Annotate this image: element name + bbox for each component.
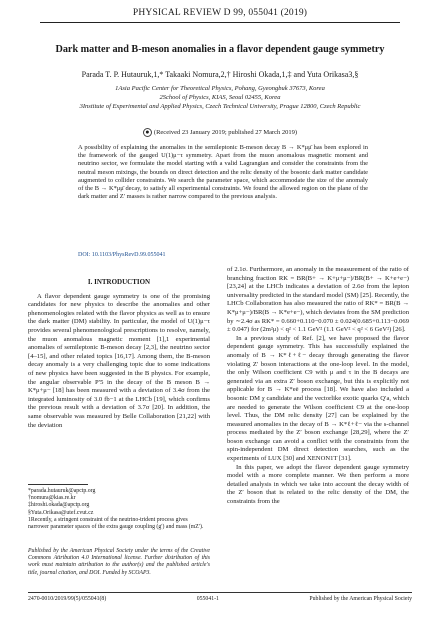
received-dates: (Received 23 January 2019; published 27 March 2019) <box>153 129 298 136</box>
affiliation-1: 1Asia Pacific Center for Theoretical Physics, Pohang, Gyeongbuk 37673, Korea <box>115 85 325 92</box>
section-heading: I. INTRODUCTION <box>87 278 151 286</box>
affiliation-2: 2School of Physics, KIAS, Seoul 02455, Korea <box>159 94 281 101</box>
header-rule <box>40 22 400 23</box>
doi-link[interactable]: DOI: 10.1103/PhysRevD.99.055041 <box>78 252 166 258</box>
footnote-email-1[interactable]: *parada.hutauruk@apctp.org <box>28 488 96 494</box>
footnote-email-3[interactable]: ‡hiroshi.okada@apctp.org <box>28 502 90 509</box>
intro-paragraph-1: A flavor dependent gauge symmetry is one of the promising candidates for new physics to describe the anomalies and other phenomenologies related with the flavor physics as well as to ensure the dark matter (DM) stability. In particular, the model of U(1)μ−τ provides several phenomenological prescriptions to resolve, namely, the muon anomalous magnetic moment [1],1 experimental anomalies of semileptonic B-meson decay [2,3], the neutrino sector [4–15], and other related topics [16,17]. Among them, the B-meson decay anomaly is a very challenging topic due to some indications of new physics have been suggested in the B physics. For example, the angular observable P′5 in the decay of the B meson B → K*μ+μ− [18] has been measured with a deviation of 3.4σ from the integrated luminosity of 3.0 fb−1 at the LHCb [19], which confirms the previous result with a deviation of 3.7σ [20]. In addition, the same observable was measured by Belle Collaboration [21,22] with the deviation <box>28 292 210 429</box>
right-column <box>227 266 409 507</box>
license-note: Published by the American Physical Society under the terms of the Creative Commons Attribution 4.0 International license. Further distribution of this work must maintain attribution to the author(s) and the published article's title, journal citation, and DOI. Funded by SCOAP3. <box>28 548 210 576</box>
affiliations <box>30 84 410 111</box>
abstract: A possibility of explaining the anomalies in the semileptonic B-meson decay B → K*μμ̄ has been explored in the framework of the gauged U(1)μ−τ symmetry. Apart from the muon anomalous magnetic moment and neutrino sector, we formulate the model starting with a valid Lagrangian and consider the constraints from the neutral meson mixings, the bounds on direct detection and the relic density of the bosonic dark matter candidate augmented to collider constraints. We search the parameter space, which accommodate the size of the anomaly of the B → K*μμ̄ decay, to satisfy all experimental constraints. We found the allowed region on the plane of the dark matter and Z′ masses is rather narrow compared to the previous analysis. <box>78 144 368 201</box>
affiliation-3: 3Institute of Experimental and Applied Physics, Czech Technical University, Prague 12800, Czech Republic <box>79 103 361 110</box>
footnote-rule <box>28 484 88 485</box>
footer-issn: 2470-0010/2019/99(5)/055041(8) <box>28 596 107 602</box>
footnote-1: 1Recently, a stringent constraint of the neutrino-trident process gives narrower parameter spaces of the extra gauge coupling (g′) and mass (mZ′). <box>28 516 204 531</box>
footnote-email-4[interactable]: §Yuta.Orikasa@utef.cvut.cz <box>28 509 94 516</box>
footer-page-number: 055041-1 <box>196 596 219 602</box>
page-footer <box>28 596 412 602</box>
intro-paragraph-2: In a previous study of Ref. [2], we have proposed the flavor dependent gauge symmetry. This has successfully explained the anomaly of B → K*ℓ+ℓ− decay through generating the flavor violating Z′ boson interactions at the one-loop level. In the model, the only Wilson coefficient C9 with μ and τ in the B decays are generated via an extra Z′ boson exchange, but this is explicitly not applicable for B → K*eē process [18]. We have also included a bosonic DM χ candidate and the vectorlike exotic quarks Q′a, which are needed to generate the Wilson coefficient C9 at the one-loop level. Thus, the DM relic density [27] can be explained by the measured anomalies in the decay of B → K*ℓ+ℓ− via the s-channel process mediated by the Z′ boson exchange [28,29], where the Z′ boson exchange can avoid a conflict with the constraints from the spin-independent DM direct detection searches, such as the experiments of LUX [30] and XENON1T [31]. <box>227 334 409 463</box>
paper-title: Dark matter and B-meson anomalies in a flavor dependent gauge symmetry <box>55 44 385 55</box>
footer-rule <box>28 592 412 593</box>
intro-paragraph-3: In this paper, we adopt the flavor dependent gauge symmetry model with a more complete manner. We then perform a more detailed analysis in which we take into account the decay width of the Z′ boson that is related to the relic density of the DM, the constraints from the <box>227 463 409 506</box>
intro-paragraph-continued: of 2.1σ. Furthermore, an anomaly in the measurement of the ratio of branching fraction RK = BR(B+ → K+μ+μ−)/BR(B+ → K+e+e−) [23,24] at the LHCb indicates a deviation of 2.6σ from the lepton universality predicted in the standard model (SM) [25]. Recently, the LHCb Collaboration has also measured the ratio of RK* = BR(B → K*μ+μ−)/BR(B → K*e+e−), which deviates from the SM prediction by ∼2.4σ as RK* = 0.660+0.110−0.070 ± 0.024(0.685+0.113−0.069 ± 0.047) for (2m²μ) < q² < 1.1 GeV² (1.1 GeV² < q² < 6 GeV²) [26]. <box>227 266 409 334</box>
footnotes <box>28 488 210 531</box>
open-access-icon: ● <box>143 128 152 137</box>
footer-publisher: Published by the American Physical Society <box>309 596 412 602</box>
left-column <box>28 268 210 430</box>
footnote-email-2[interactable]: †nomura@kias.re.kr <box>28 495 76 502</box>
journal-header: PHYSICAL REVIEW D 99, 055041 (2019) <box>132 8 308 18</box>
received-line <box>30 128 410 137</box>
author-list: Parada T. P. Hutauruk,1,* Takaaki Nomura,2,† Hiroshi Okada,1,‡ and Yuta Orikasa3,§ <box>81 70 359 79</box>
